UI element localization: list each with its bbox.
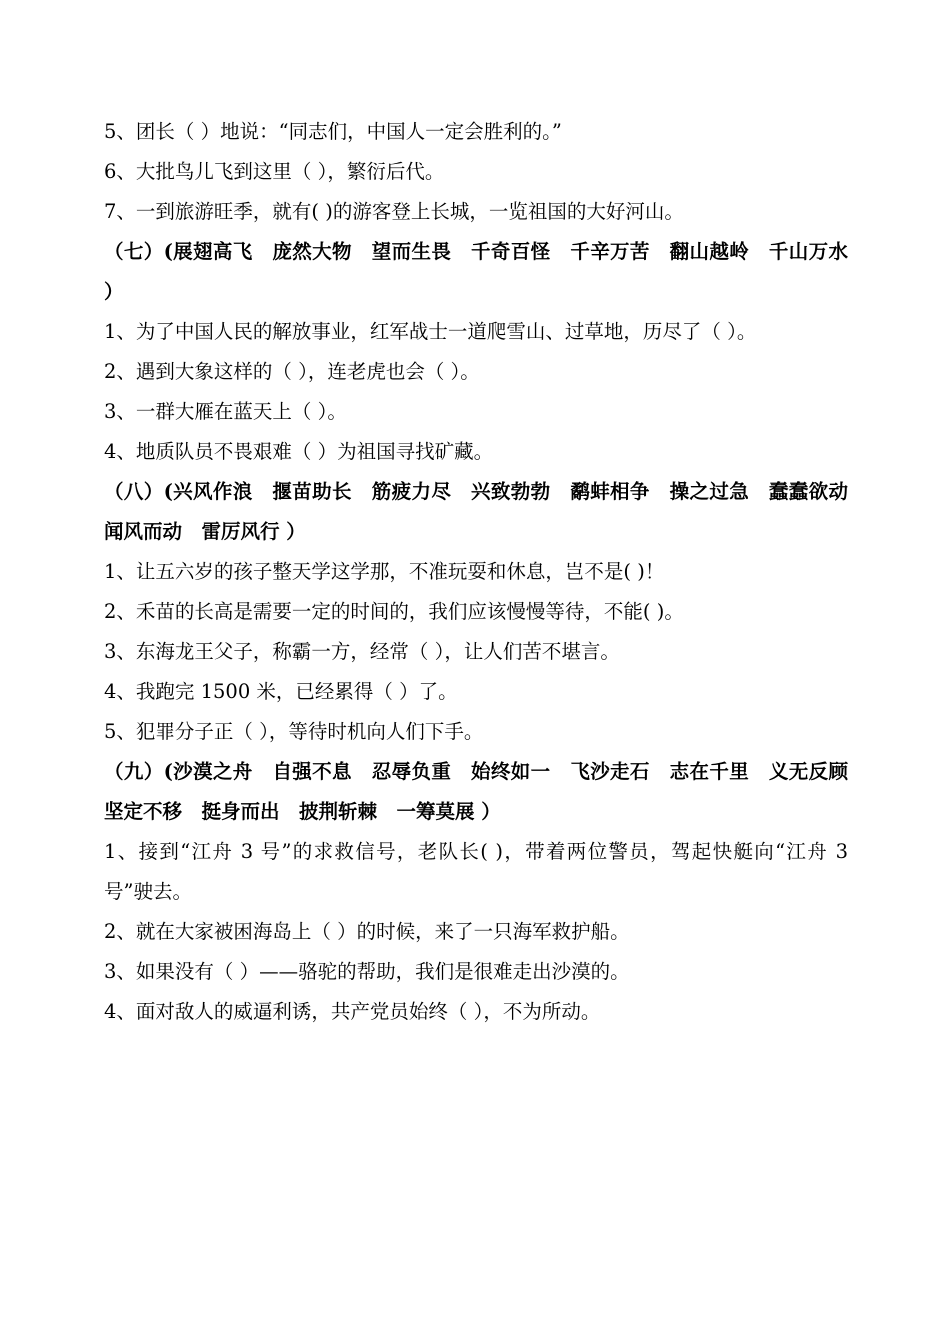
section-8-question-3: 3、东海龙王父子，称霸一方，经常（ ），让人们苦不堪言。 <box>104 640 620 663</box>
section-7-question-4: 4、地质队员不畏艰难（ ）为祖国寻找矿藏。 <box>104 440 494 463</box>
section-7-question-2: 2、遇到大象这样的（ ），连老虎也会（ ）。 <box>104 360 480 383</box>
section-7-heading: （七）(展翅高飞 庞然大物 望而生畏 千奇百怪 千辛万苦 翻山越岭 千山万水 ） <box>104 240 848 303</box>
worksheet-page <box>104 112 868 1032</box>
section-8-question-1: 1、让五六岁的孩子整天学这学那，不准玩耍和休息，岂不是( )！ <box>104 560 665 583</box>
question-6-top: 6、大批鸟儿飞到这里（ ），繁衍后代。 <box>104 160 445 183</box>
section-8-question-4: 4、我跑完 1500 米，已经累得（ ）了。 <box>104 680 458 703</box>
section-8-question-2: 2、禾苗的长高是需要一定的时间的，我们应该慢慢等待，不能( )。 <box>104 600 684 623</box>
question-7-top: 7、一到旅游旺季，就有( )的游客登上长城，一览祖国的大好河山。 <box>104 200 684 223</box>
section-9-question-4: 4、面对敌人的威逼利诱，共产党员始终（ ），不为所动。 <box>104 1000 601 1023</box>
section-9-question-2: 2、就在大家被困海岛上（ ）的时候，来了一只海军救护船。 <box>104 920 630 943</box>
section-8-question-5: 5、犯罪分子正（ ），等待时机向人们下手。 <box>104 720 484 743</box>
section-9-question-3: 3、如果没有（ ）——骆驼的帮助，我们是很难走出沙漠的。 <box>104 960 630 983</box>
question-5-top: 5、团长（ ）地说：“同志们，中国人一定会胜利的。” <box>104 120 562 143</box>
section-7-question-1: 1、为了中国人民的解放事业，红军战士一道爬雪山、过草地，历尽了（ ）。 <box>104 320 757 343</box>
section-7-question-3: 3、一群大雁在蓝天上（ ）。 <box>104 400 347 423</box>
section-9-heading: （九）(沙漠之舟 自强不息 忍辱负重 始终如一 飞沙走石 志在千里 义无反顾 坚定不移 挺身而出 披荆斩棘 一筹莫展 ） <box>104 760 868 823</box>
section-8-heading: （八）(兴风作浪 揠苗助长 筋疲力尽 兴致勃勃 鹬蚌相争 操之过急 蠢蠢欲动 闻风而动 雷厉风行 ） <box>104 480 868 543</box>
section-9-question-1: 1、接到“江舟 3 号”的求救信号，老队长( )，带着两位警员，驾起快艇向“江舟 3 号”驶去。 <box>104 840 848 903</box>
